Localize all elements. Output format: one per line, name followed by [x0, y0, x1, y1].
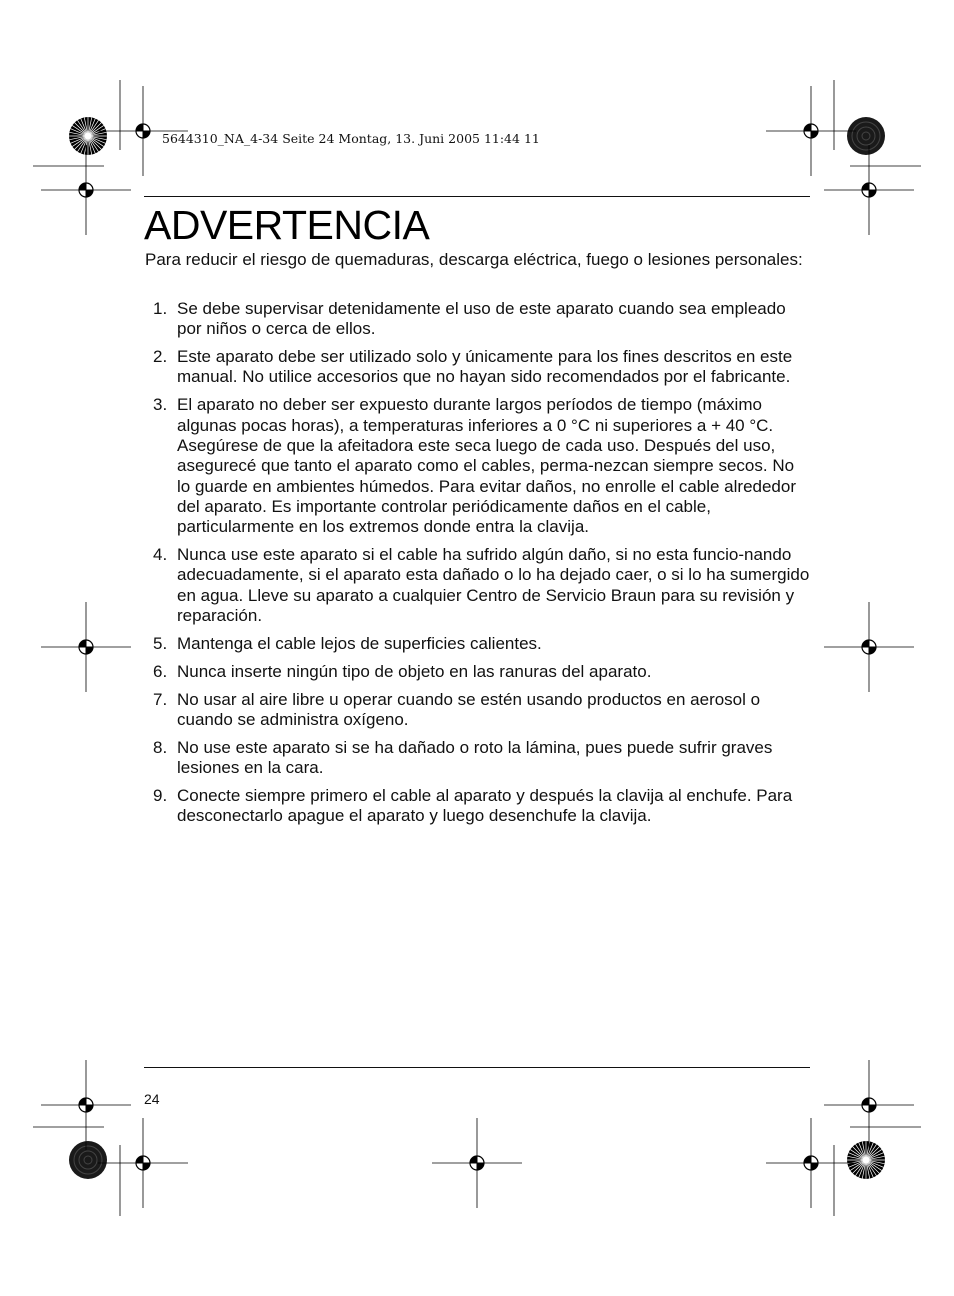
item-text: Conecte siempre primero el cable al aparato y después la clavija al enchufe. Para desconectarlo apague el aparato y luego desenchufe la clavija. [177, 785, 793, 826]
print-info-slug: 5644310_NA_4-34 Seite 24 Montag, 13. Juni 2005 11:44 11 [162, 131, 540, 146]
registration-crosshair-icon [41, 1060, 131, 1150]
item-number: 9. [153, 785, 168, 805]
starburst-target-icon [847, 1141, 885, 1179]
item-text: El aparato no deber ser expuesto durante largos períodos de tiempo (máximo algunas pocas horas), a temperaturas inferiores a 0 °C ni superiores a + 40 °C. Asegúrese de que la afeitadora este seca luego de cada uso. Después del uso, asegurесé que tanto el aparato como el cables, perma-nezcan siempre secos. No lo guarde en ambientes húmedos. Para evitar daños, no enrolle el cable alrededor del aparato. Es importante controlar periódicamente daños en el cable, particularmente en los extremos donde entra la clavija. [177, 395, 797, 537]
bottom-rule [144, 1067, 810, 1068]
registration-crosshair-icon [824, 602, 914, 692]
list-item [145, 634, 810, 654]
item-number: 7. [153, 689, 168, 709]
item-text: Mantenga el cable lejos de superficies calientes. [177, 633, 542, 653]
top-rule [144, 196, 810, 197]
registration-crosshair-icon [824, 145, 914, 235]
page-title: ADVERTENCIA [144, 202, 430, 248]
item-text: Nunca inserte ningún tipo de objeto en las ranuras del aparato. [177, 661, 652, 681]
list-item [145, 545, 810, 626]
item-text: Se debe supervisar detenidamente el uso de este aparato cuando sea empleado por niños o cerca de ellos. [177, 299, 786, 339]
item-text: Nunca use este aparato si el cable ha sufrido algún daño, si no esta funcio-nando adecuadamente, si el aparato esta dañado o lo ha dejado caer, o si lo ha sumergido en agua. Lleve su aparato a cualquier Centro de Servicio Braun para su revisión y reparación. [177, 545, 810, 625]
item-text: No usar al aire libre u operar cuando se estén usando productos en aerosol o cuando se administra oxígeno. [177, 689, 761, 729]
registration-crosshair-icon [824, 1060, 914, 1150]
list-item [145, 395, 810, 537]
list-item [145, 786, 810, 827]
list-item [145, 738, 810, 779]
item-number: 8. [153, 737, 168, 757]
item-number: 2. [153, 347, 168, 367]
item-number: 4. [153, 545, 168, 565]
registration-crosshair-icon [766, 1118, 856, 1208]
item-number: 5. [153, 633, 168, 653]
item-number: 3. [153, 395, 168, 415]
starburst-target-icon [847, 117, 885, 155]
item-number: 1. [153, 299, 168, 318]
warning-list [145, 299, 810, 834]
item-text: Este aparato debe ser utilizado solo y únicamente para los fines descritos en este manual. No utilice accesorios que no hayan sido recomendados por el fabricante. [177, 347, 793, 387]
starburst-target-icon [69, 1141, 107, 1179]
list-item [145, 347, 810, 388]
page-number: 24 [144, 1091, 160, 1107]
list-item [145, 299, 810, 340]
list-item [145, 690, 810, 731]
item-text: No use este aparato si se ha dañado o roto la lámina, pues puede sufrir graves lesiones en la cara. [177, 737, 773, 778]
list-item [145, 662, 810, 682]
registration-crosshair-icon [766, 86, 856, 176]
registration-crosshair-icon [432, 1118, 522, 1208]
starburst-target-icon [69, 117, 107, 155]
registration-crosshair-icon [41, 145, 131, 235]
item-number: 6. [153, 661, 168, 681]
intro-paragraph: Para reducir el riesgo de quemaduras, descarga eléctrica, fuego o lesiones personales: [145, 250, 803, 269]
registration-crosshair-icon [41, 602, 131, 692]
registration-crosshair-icon [98, 1118, 188, 1208]
